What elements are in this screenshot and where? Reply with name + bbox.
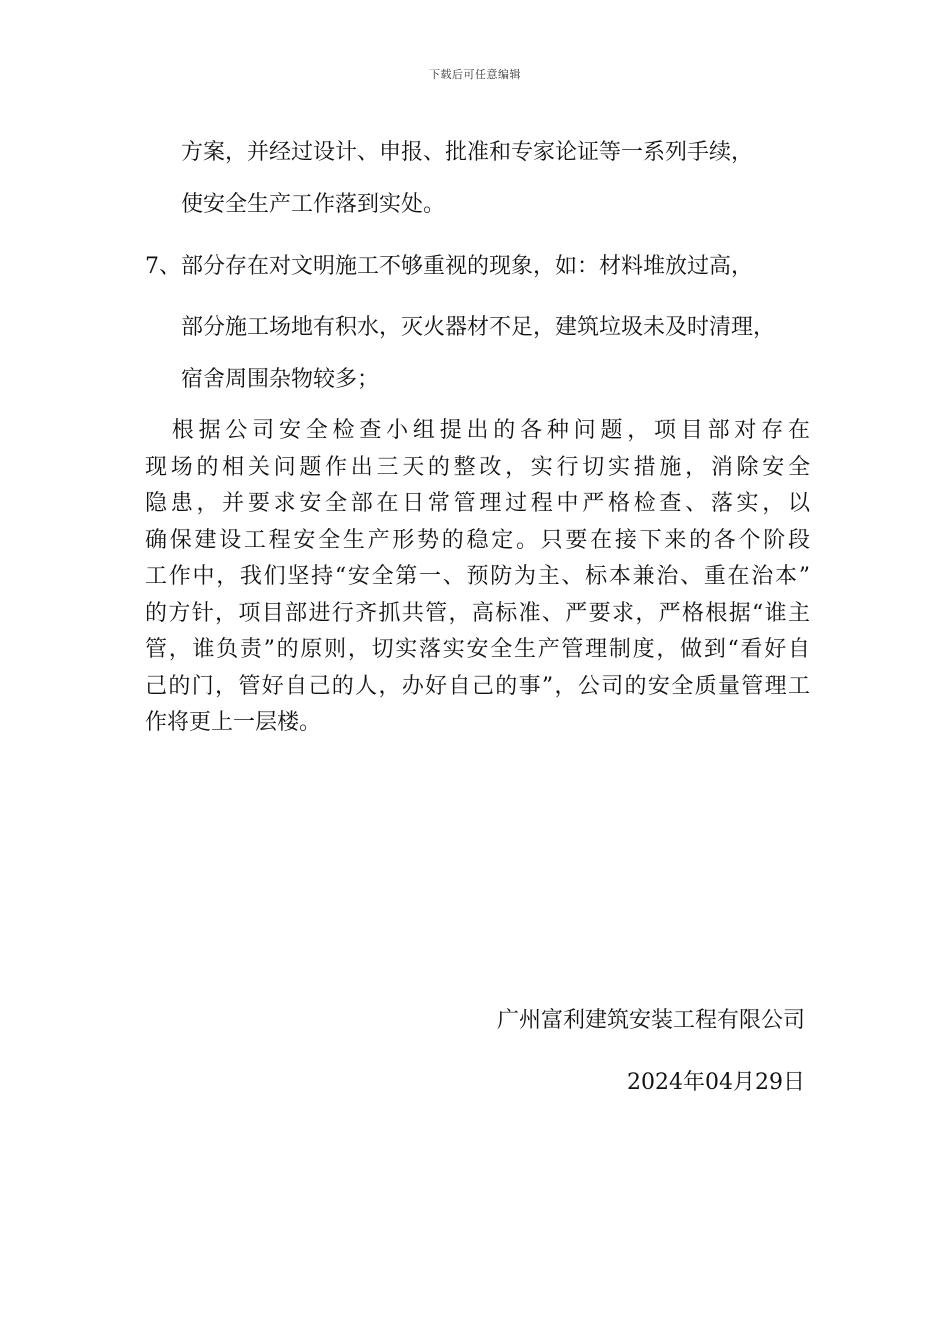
conclusion-line: 现场的相关问题作出三天的整改，实行切实措施，消除安全 [145, 454, 810, 480]
conclusion-line: 管，谁负责”的原则，切实落实安全生产管理制度，做到“看好自 [145, 637, 810, 662]
conclusion-line: 工作中，我们坚持“安全第一、预防为主、标本兼治、重在治本” [145, 564, 810, 589]
conclusion-paragraph [145, 413, 810, 742]
item-7-line-2: 部分施工场地有积水，灭火器材不足，建筑垃圾未及时清理， [181, 315, 776, 340]
conclusion-line: 确保建设工程安全生产形势的稳定。只要在接下来的各个阶段 [145, 527, 810, 553]
continued-item-line-2: 使安全生产工作落到实处。 [181, 192, 446, 217]
item-7-line-3: 宿舍周围杂物较多； [181, 367, 380, 392]
item-7-line-1: 部分存在对文明施工不够重视的现象，如：材料堆放过高， [181, 254, 754, 279]
item-7-number: 7、 [145, 254, 181, 279]
conclusion-line: 作将更上一层楼。 [145, 710, 322, 735]
conclusion-line: 根据公司安全检查小组提出的各种问题，项目部对存在 [145, 418, 810, 443]
conclusion-line: 隐患，并要求安全部在日常管理过程中严格检查、落实，以 [145, 491, 810, 516]
signature-date: 2024年04月29日 [627, 1070, 805, 1095]
download-editable-note: 下载后可任意编辑 [429, 68, 521, 81]
company-name: 广州富利建筑安装工程有限公司 [496, 1008, 805, 1033]
conclusion-line: 己的门，管好自己的人，办好自己的事”，公司的安全质量管理工 [145, 673, 810, 699]
conclusion-line: 的方针，项目部进行齐抓共管，高标准、严要求，严格根据“谁主 [145, 600, 810, 626]
continued-item-line-1: 方案，并经过设计、申报、批准和专家论证等一系列手续， [181, 140, 754, 165]
